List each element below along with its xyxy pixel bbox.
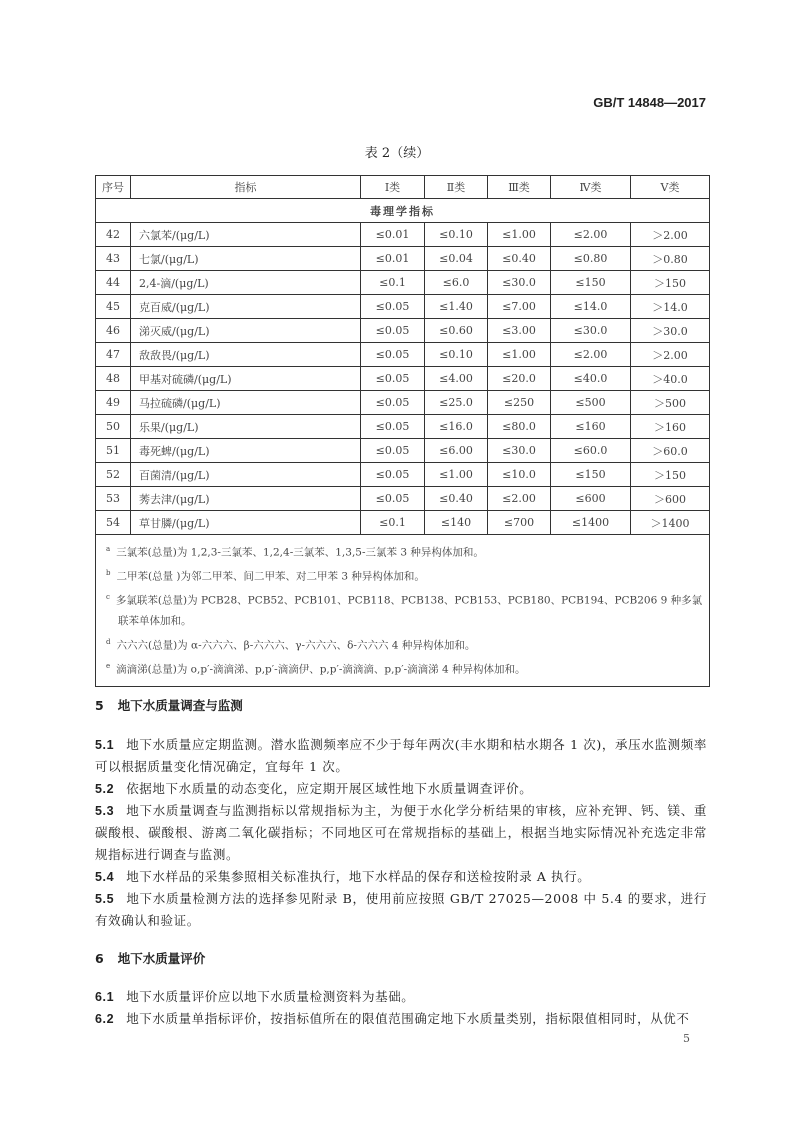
table-row bbox=[96, 343, 710, 367]
class-limit: ≤1.00 bbox=[488, 223, 551, 247]
row-number: 48 bbox=[96, 367, 131, 391]
clause-text: 地下水样品的采集参照相关标准执行，地下水样品的保存和送检按附录 A 执行。 bbox=[126, 869, 591, 884]
column-header: Ⅲ类 bbox=[488, 176, 551, 199]
class-limit: ≤0.80 bbox=[551, 247, 631, 271]
class-limit: ＞150 bbox=[631, 271, 710, 295]
class-limit: ≤250 bbox=[488, 391, 551, 415]
class-limit: ≤7.00 bbox=[488, 295, 551, 319]
column-header: Ⅰ类 bbox=[361, 176, 425, 199]
class-limit: ＞160 bbox=[631, 415, 710, 439]
class-limit: ≤700 bbox=[488, 511, 551, 535]
indicator-name: 百菌清/(μg/L) bbox=[131, 463, 361, 487]
class-limit: ≤0.1 bbox=[361, 271, 425, 295]
indicator-name: 毒死蜱/(μg/L) bbox=[131, 439, 361, 463]
class-limit: ≤0.05 bbox=[361, 463, 425, 487]
standard-number: GB/T 14848—2017 bbox=[593, 95, 706, 110]
class-limit: ≤6.0 bbox=[425, 271, 488, 295]
table-note bbox=[106, 539, 709, 563]
class-limit: ≤0.40 bbox=[488, 247, 551, 271]
class-limit: ≤0.1 bbox=[361, 511, 425, 535]
clause-number: 5.2 bbox=[95, 782, 115, 796]
class-limit: ≤16.0 bbox=[425, 415, 488, 439]
clause bbox=[95, 778, 707, 800]
row-number: 44 bbox=[96, 271, 131, 295]
indicator-name: 敌敌畏/(μg/L) bbox=[131, 343, 361, 367]
class-limit: ＞60.0 bbox=[631, 439, 710, 463]
clause bbox=[95, 866, 707, 888]
column-header: Ⅱ类 bbox=[425, 176, 488, 199]
section-6-heading bbox=[95, 949, 219, 967]
row-number: 43 bbox=[96, 247, 131, 271]
note-text: 二甲苯(总量 )为邻二甲苯、间二甲苯、对二甲苯 3 种异构体加和。 bbox=[116, 570, 425, 583]
row-number: 50 bbox=[96, 415, 131, 439]
note-marker: c bbox=[106, 593, 110, 601]
section-6-body bbox=[95, 986, 707, 1030]
table-row bbox=[96, 295, 710, 319]
row-number: 45 bbox=[96, 295, 131, 319]
row-number: 51 bbox=[96, 439, 131, 463]
clause-text: 地下水质量应定期监测。潜水监测频率应不少于每年两次(丰水期和枯水期各 1 次)，承压水监测频率可以根据质量变化情况确定，宜每年 1 次。 bbox=[95, 737, 707, 774]
table-row bbox=[96, 223, 710, 247]
section-row: 毒理学指标 bbox=[96, 199, 710, 223]
class-limit: ≤25.0 bbox=[425, 391, 488, 415]
class-limit: ＞500 bbox=[631, 391, 710, 415]
class-limit: ≤30.0 bbox=[551, 319, 631, 343]
row-number: 53 bbox=[96, 487, 131, 511]
class-limit: ≤150 bbox=[551, 271, 631, 295]
class-limit: ≤3.00 bbox=[488, 319, 551, 343]
class-limit: ＞40.0 bbox=[631, 367, 710, 391]
clause bbox=[95, 1008, 707, 1030]
note-text: 三氯苯(总量)为 1,2,3-三氯苯、1,2,4-三氯苯、1,3,5-三氯苯 3 种异构体加和。 bbox=[116, 546, 484, 559]
table-note bbox=[106, 563, 709, 587]
indicator-name: 甲基对硫磷/(μg/L) bbox=[131, 367, 361, 391]
class-limit: ≤0.05 bbox=[361, 439, 425, 463]
note-marker: e bbox=[106, 661, 111, 670]
clause-number: 5.3 bbox=[95, 804, 115, 818]
class-limit: ≤0.05 bbox=[361, 367, 425, 391]
section-title: 地下水质量调查与监测 bbox=[117, 698, 243, 713]
clause-number: 5.5 bbox=[95, 892, 115, 906]
class-limit: ≤40.0 bbox=[551, 367, 631, 391]
clause-number: 5.1 bbox=[95, 738, 115, 752]
class-limit: ＞30.0 bbox=[631, 319, 710, 343]
class-limit: ≤1.40 bbox=[425, 295, 488, 319]
indicator-name: 2,4-滴/(μg/L) bbox=[131, 271, 361, 295]
class-limit: ＞2.00 bbox=[631, 223, 710, 247]
class-limit: ≤80.0 bbox=[488, 415, 551, 439]
class-limit: ≤500 bbox=[551, 391, 631, 415]
class-limit: ≤0.04 bbox=[425, 247, 488, 271]
class-limit: ≤0.01 bbox=[361, 247, 425, 271]
table-note bbox=[106, 632, 709, 656]
row-number: 46 bbox=[96, 319, 131, 343]
class-limit: ≤2.00 bbox=[551, 223, 631, 247]
section-5-body bbox=[95, 734, 707, 932]
class-limit: ≤4.00 bbox=[425, 367, 488, 391]
note-text: 六六六(总量)为 α-六六六、β-六六六、γ-六六六、δ-六六六 4 种异构体加和。 bbox=[116, 639, 476, 651]
class-limit: ≤2.00 bbox=[488, 487, 551, 511]
class-limit: ≤140 bbox=[425, 511, 488, 535]
class-limit: ＞150 bbox=[631, 463, 710, 487]
row-number: 47 bbox=[96, 343, 131, 367]
class-limit: ≤0.10 bbox=[425, 343, 488, 367]
table-row bbox=[96, 247, 710, 271]
indicator-name: 涕灭威/(μg/L) bbox=[131, 319, 361, 343]
indicator-name: 马拉硫磷/(μg/L) bbox=[131, 391, 361, 415]
note-text: 多氯联苯(总量)为 PCB28、PCB52、PCB101、PCB118、PCB138、PCB153、PCB180、PCB194、PCB206 9 种多氯联苯单体加和。 bbox=[115, 594, 703, 627]
indicator-name: 乐果/(μg/L) bbox=[131, 415, 361, 439]
class-limit: ≤0.01 bbox=[361, 223, 425, 247]
class-limit: ≤160 bbox=[551, 415, 631, 439]
column-header: Ⅴ类 bbox=[631, 176, 710, 199]
limits-table bbox=[95, 175, 710, 687]
class-limit: ≤150 bbox=[551, 463, 631, 487]
note-marker: b bbox=[106, 569, 111, 577]
section-number: 6 bbox=[95, 951, 104, 966]
class-limit: ≤0.40 bbox=[425, 487, 488, 511]
class-limit: ≤0.05 bbox=[361, 487, 425, 511]
class-limit: ≤10.0 bbox=[488, 463, 551, 487]
table-note bbox=[106, 587, 709, 632]
class-limit: ≤0.05 bbox=[361, 319, 425, 343]
class-limit: ≤30.0 bbox=[488, 271, 551, 295]
class-limit: ≤20.0 bbox=[488, 367, 551, 391]
class-limit: ≤0.05 bbox=[361, 295, 425, 319]
class-limit: ≤1400 bbox=[551, 511, 631, 535]
column-header: 指标 bbox=[131, 176, 361, 199]
row-number: 54 bbox=[96, 511, 131, 535]
class-limit: ≤14.0 bbox=[551, 295, 631, 319]
clause bbox=[95, 800, 707, 866]
indicator-name: 六氯苯/(μg/L) bbox=[131, 223, 361, 247]
table-note bbox=[106, 656, 709, 680]
clause-text: 依据地下水质量的动态变化，应定期开展区域性地下水质量调查评价。 bbox=[126, 781, 533, 796]
indicator-name: 七氯/(μg/L) bbox=[131, 247, 361, 271]
class-limit: ≤60.0 bbox=[551, 439, 631, 463]
note-marker: a bbox=[106, 545, 111, 553]
section-title: 地下水质量评价 bbox=[117, 951, 206, 966]
class-limit: ≤1.00 bbox=[488, 343, 551, 367]
class-limit: ≤0.05 bbox=[361, 391, 425, 415]
class-limit: ＞14.0 bbox=[631, 295, 710, 319]
class-limit: ≤600 bbox=[551, 487, 631, 511]
clause-number: 6.1 bbox=[95, 990, 115, 1004]
class-limit: ≤0.60 bbox=[425, 319, 488, 343]
clause-number: 5.4 bbox=[95, 870, 115, 884]
section-5-heading bbox=[95, 696, 257, 714]
column-header: 序号 bbox=[96, 176, 131, 199]
clause bbox=[95, 888, 707, 932]
row-number: 42 bbox=[96, 223, 131, 247]
class-limit: ＞1400 bbox=[631, 511, 710, 535]
clause-text: 地下水质量单指标评价，按指标值所在的限值范围确定地下水质量类别，指标限值相同时，从优不 bbox=[126, 1011, 690, 1026]
class-limit: ＞2.00 bbox=[631, 343, 710, 367]
class-limit: ≤30.0 bbox=[488, 439, 551, 463]
table-notes bbox=[96, 535, 710, 687]
table-row bbox=[96, 391, 710, 415]
clause-text: 地下水质量调查与监测指标以常规指标为主，为便于水化学分析结果的审核，应补充钾、钙、镁、重碳酸根、碳酸根、游离二氧化碳指标；不同地区可在常规指标的基础上，根据当地实际情况补充选定非常规指标进行调查与监测。 bbox=[95, 803, 707, 862]
class-limit: ≤2.00 bbox=[551, 343, 631, 367]
table-header-row bbox=[96, 176, 710, 199]
section-number: 5 bbox=[95, 698, 104, 713]
clause-text: 地下水质量评价应以地下水质量检测资料为基础。 bbox=[126, 989, 415, 1004]
column-header: Ⅳ类 bbox=[551, 176, 631, 199]
class-limit: ≤1.00 bbox=[425, 463, 488, 487]
clause-number: 6.2 bbox=[95, 1012, 115, 1026]
class-limit: ≤0.10 bbox=[425, 223, 488, 247]
indicator-name: 克百威/(μg/L) bbox=[131, 295, 361, 319]
table-row bbox=[96, 319, 710, 343]
row-number: 52 bbox=[96, 463, 131, 487]
table-row bbox=[96, 271, 710, 295]
class-limit: ≤0.05 bbox=[361, 415, 425, 439]
class-limit: ＞600 bbox=[631, 487, 710, 511]
page-number: 5 bbox=[683, 1032, 690, 1045]
indicator-name: 莠去津/(μg/L) bbox=[131, 487, 361, 511]
table-caption: 表 2（续） bbox=[364, 146, 430, 161]
clause bbox=[95, 986, 707, 1008]
table-row bbox=[96, 511, 710, 535]
table-row bbox=[96, 463, 710, 487]
note-marker: d bbox=[106, 637, 111, 646]
table-notes-row bbox=[96, 535, 710, 687]
table-row bbox=[96, 487, 710, 511]
indicator-name: 草甘膦/(μg/L) bbox=[131, 511, 361, 535]
class-limit: ＞0.80 bbox=[631, 247, 710, 271]
table-row bbox=[96, 439, 710, 463]
clause bbox=[95, 734, 707, 778]
class-limit: ≤0.05 bbox=[361, 343, 425, 367]
row-number: 49 bbox=[96, 391, 131, 415]
table-row bbox=[96, 415, 710, 439]
clause-text: 地下水质量检测方法的选择参见附录 B，使用前应按照 GB/T 27025—2008 中 5.4 的要求，进行有效确认和验证。 bbox=[95, 891, 707, 928]
class-limit: ≤6.00 bbox=[425, 439, 488, 463]
note-text: 滴滴涕(总量)为 o,p′-滴滴涕、p,p′-滴滴伊、p,p′-滴滴滴、p,p′-滴滴涕 4 种异构体加和。 bbox=[116, 663, 526, 675]
table-row bbox=[96, 367, 710, 391]
